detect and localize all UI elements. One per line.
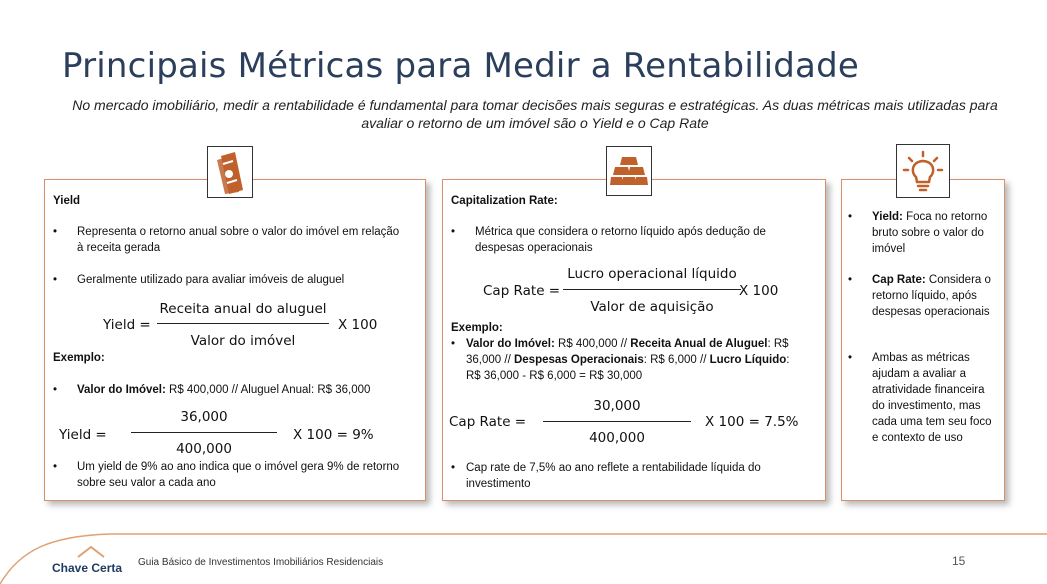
fraction-line: [157, 323, 329, 324]
calc-denominator: 400,000: [176, 441, 232, 457]
formula-denominator: Valor de aquisição: [590, 299, 714, 315]
lightbulb-icon: [901, 149, 945, 193]
fraction-line: [131, 432, 277, 433]
gold-bars-icon: [610, 155, 648, 187]
page-number: 15: [952, 554, 966, 568]
yield-heading: Yield: [53, 195, 81, 207]
gold-bars-icon-box: [606, 146, 652, 196]
calc-numerator: 30,000: [593, 398, 641, 414]
calc-result: X 100 = 7.5%: [705, 414, 799, 430]
footer-arc: [0, 520, 1047, 584]
calc-denominator: 400,000: [589, 430, 645, 446]
formula-multiplier: X 100: [338, 317, 378, 333]
footer-text: Guia Básico de Investimentos Imobiliários Residenciais: [138, 557, 384, 568]
formula-label: Cap Rate =: [483, 283, 561, 299]
calc-label: Cap Rate =: [449, 414, 527, 430]
calc-result: X 100 = 9%: [293, 427, 374, 443]
brand-logo: Chave Certa: [52, 561, 123, 575]
page-subtitle: No mercado imobiliário, medir a rentabilidade é fundamental para tomar decisões mais seguras e estratégicas. As duas métricas mais utilizadas para avaliar o retorno de um imóvel são o Yield e o Cap Rate: [72, 97, 998, 131]
calc-label: Yield =: [59, 427, 107, 443]
example-heading: Exemplo:: [451, 322, 503, 334]
money-icon: [213, 150, 247, 194]
lightbulb-icon-box: [896, 144, 950, 198]
formula-denominator: Valor do imóvel: [190, 333, 296, 349]
cap-rate-card: Capitalization Rate: • Métrica que considera o retorno líquido após dedução de despesas operacionais Cap Rate = Lucro operacional líquido Valor de aquisição X 100 Exemplo: • Valor do Imóvel: R$ 400,000 // Receita Anual de Aluguel: R$ 36,000 // Despesas Operacionais: R$ 6,000 // Lucro Líquido: R$ 36,000 - R$ 6,000 = R$ 30,000 Cap Rate = 30,000 400,000 X 100 = 7.5% • Cap rate de 7,5% ao ano reflete a rentabilidade líquida do investimento: [442, 179, 826, 501]
fraction-line: [563, 289, 741, 290]
formula-numerator: Lucro operacional líquido: [567, 266, 737, 282]
example-heading: Exemplo:: [53, 352, 105, 364]
cap-rate-heading: Capitalization Rate:: [451, 195, 558, 207]
formula-label: Yield =: [103, 317, 151, 333]
logo-roof-icon: [76, 545, 106, 559]
page-title: Principais Métricas para Medir a Rentabilidade: [62, 46, 859, 86]
summary-card: • Yield: Foca no retorno bruto sobre o valor do imóvel • Cap Rate: Considera o retorno líquido, após despesas operacionais • Ambas as métricas ajudam a avaliar a atratividade financeira do investimento, mas cada uma tem seu foco e contexto de uso: [841, 179, 1005, 501]
calc-numerator: 36,000: [180, 409, 228, 425]
formula-numerator: Receita anual do aluguel: [159, 301, 327, 317]
yield-card: Yield • Representa o retorno anual sobre o valor do imóvel em relação à receita gerada • Geralmente utilizado para avaliar imóveis de aluguel Yield = Receita anual do aluguel Valor do imóvel X 100 Exemplo: • Valor do Imóvel: R$ 400,000 // Aluguel Anual: R$ 36,000 Yield = 36,000 400,000 X 100 = 9% • Um yield de 9% ao ano indica que o imóvel gera 9% de retorno sobre seu valor a cada ano: [44, 179, 426, 501]
money-icon-box: [207, 146, 253, 198]
fraction-line: [543, 421, 691, 422]
formula-multiplier: X 100: [739, 283, 779, 299]
